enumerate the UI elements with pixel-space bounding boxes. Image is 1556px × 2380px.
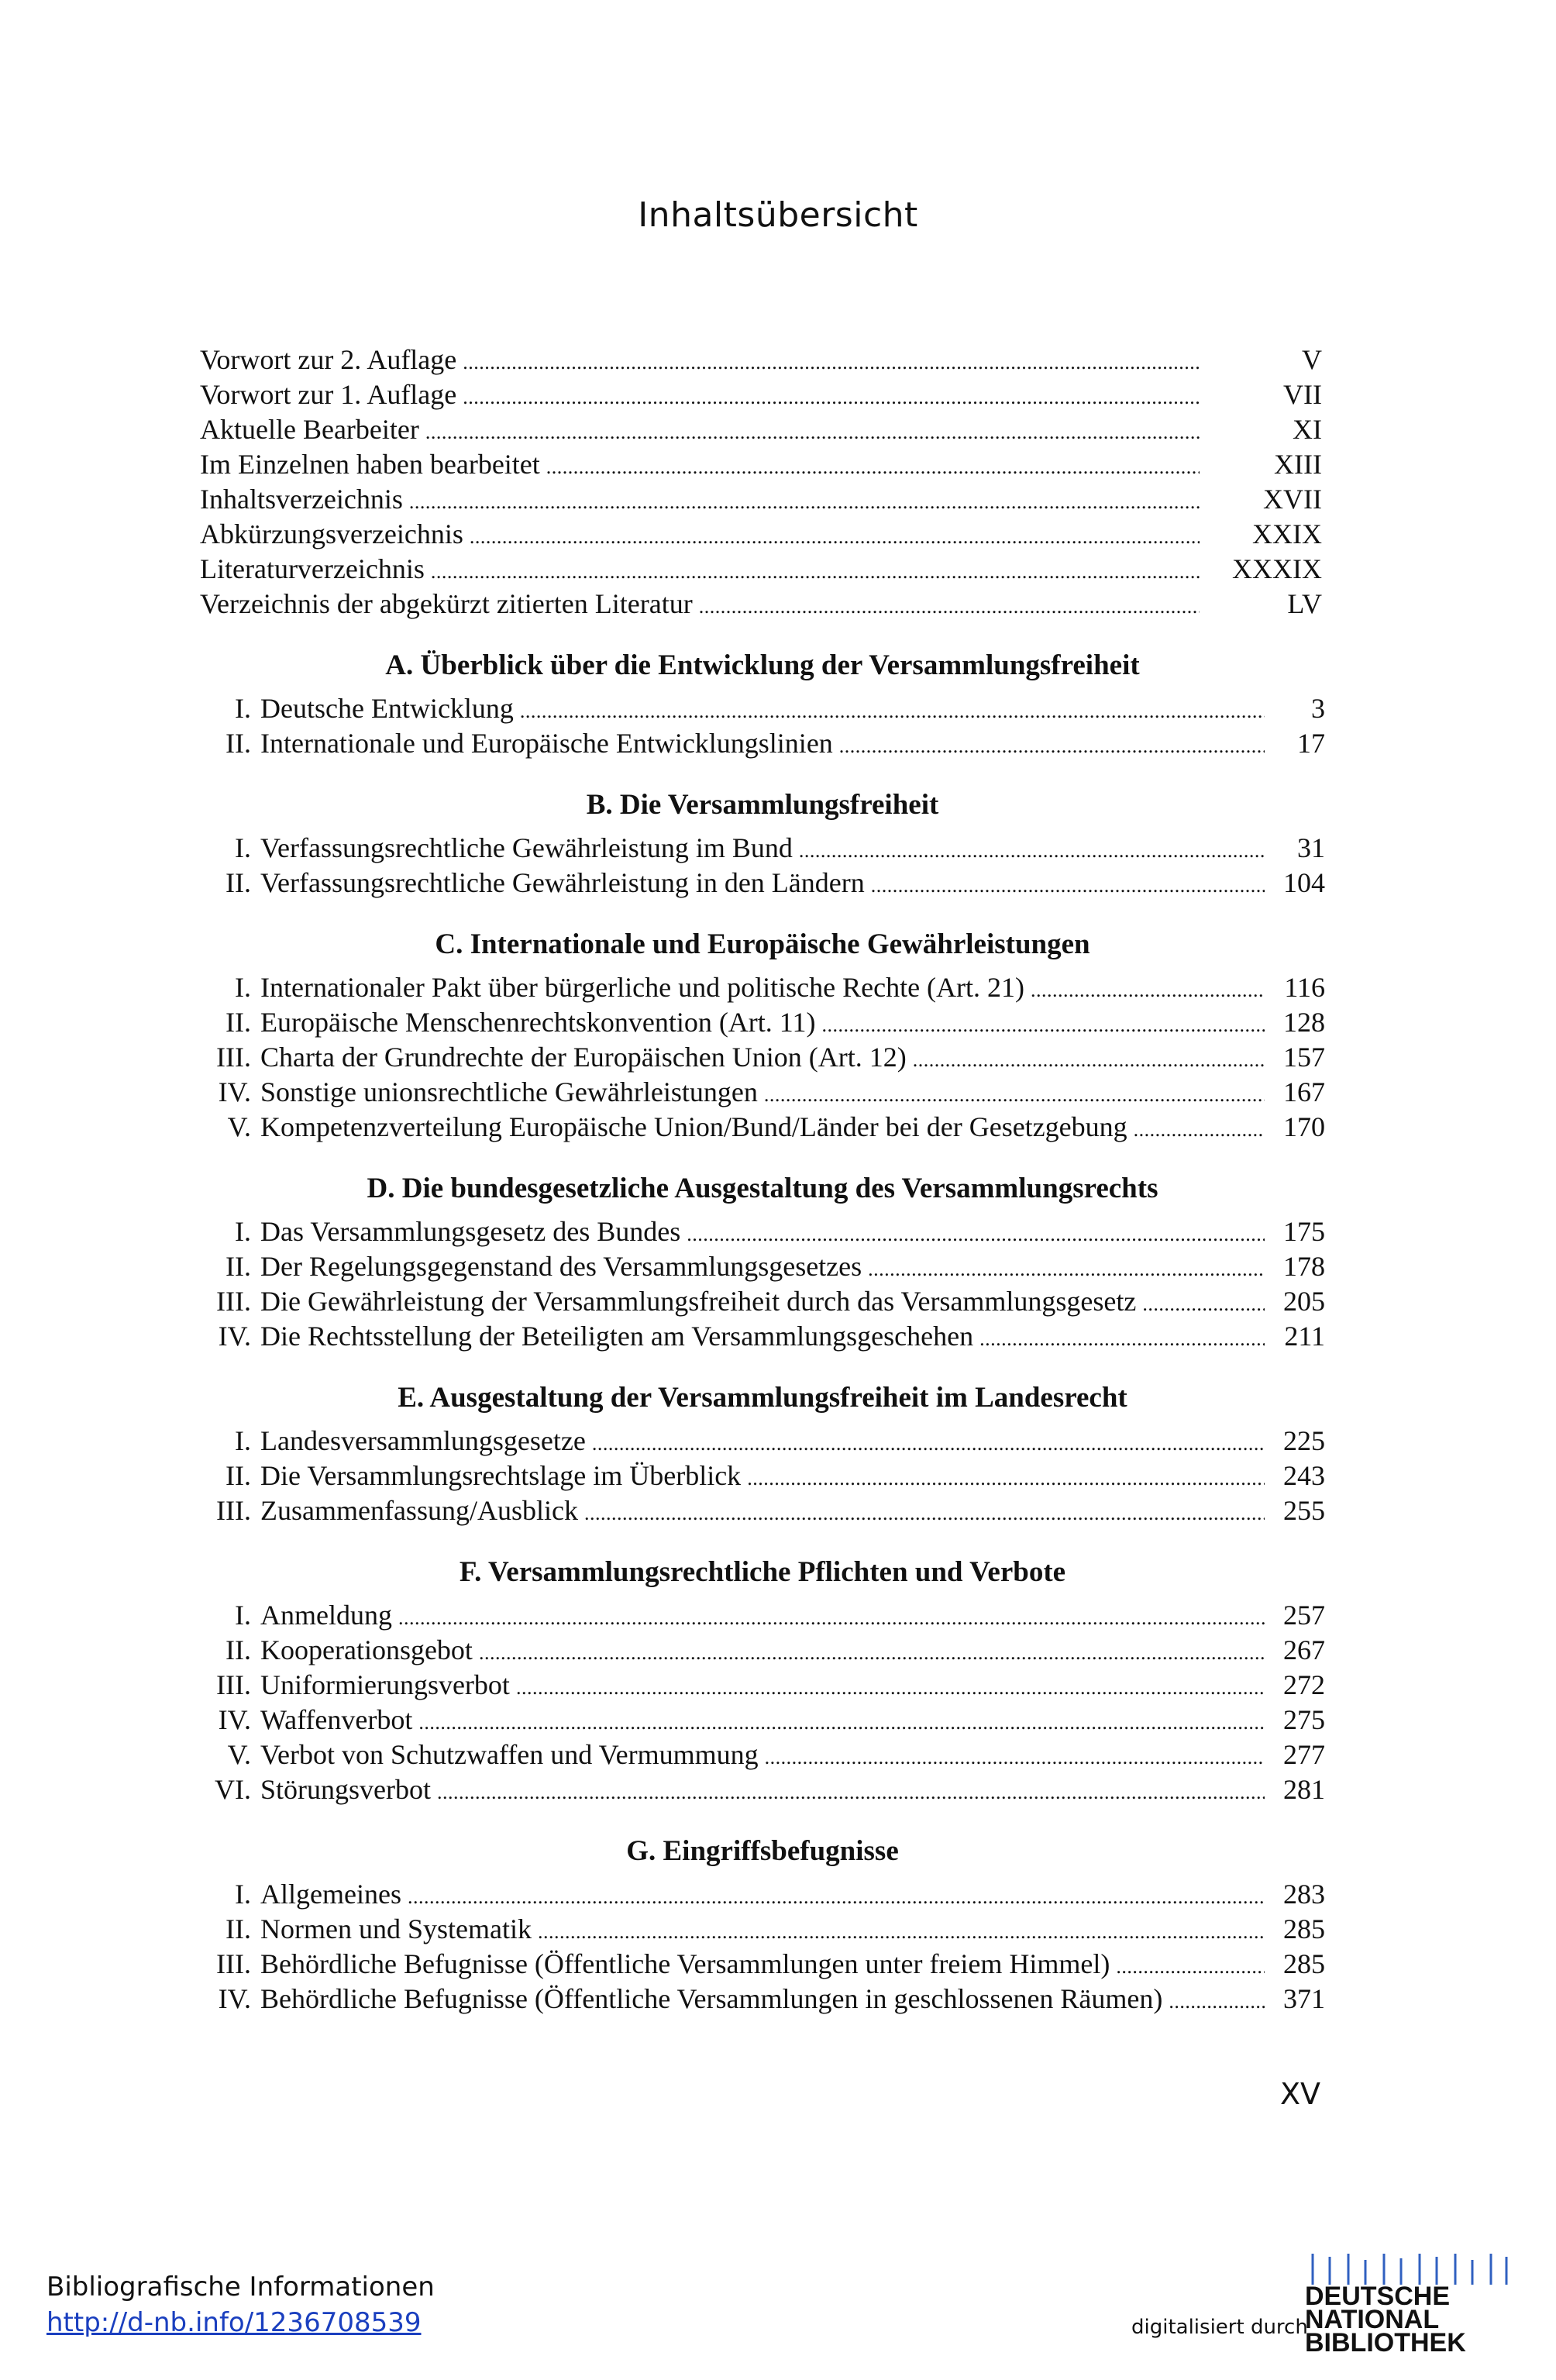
entry-page: 211 <box>1284 1321 1325 1352</box>
entry-label: Vorwort zur 1. Auflage <box>200 379 457 410</box>
dot-leader <box>463 343 1200 380</box>
entry-label: Literaturverzeichnis <box>200 553 425 584</box>
entry-label-wrap <box>200 587 1200 624</box>
entry-label: Uniformierungsverbot <box>260 1669 510 1700</box>
entry-label: Verfassungsrechtliche Gewährleistung im Bund <box>260 832 793 863</box>
dot-leader <box>408 1877 1265 1914</box>
entry-number: I. <box>235 832 251 863</box>
entry-number: III. <box>216 1495 251 1526</box>
toc-sections <box>200 648 1325 2017</box>
entry-label-wrap <box>200 343 1200 380</box>
toc-entry[interactable] <box>200 1598 1325 1633</box>
dnb-logo <box>1303 2254 1513 2354</box>
entry-label: Das Versammlungsgesetz des Bundes <box>260 1216 681 1247</box>
entry-number: I. <box>235 693 251 724</box>
entry-page: 281 <box>1283 1774 1325 1805</box>
entry-label: Kompetenzverteilung Europäische Union/Bund/Länder bei der Gesetzgebung <box>260 1111 1127 1142</box>
toc-entry[interactable] <box>200 412 1325 447</box>
dot-leader <box>437 1772 1265 1810</box>
toc-entry[interactable] <box>200 1214 1325 1249</box>
entry-page: 3 <box>1311 693 1325 724</box>
toc-section <box>200 1834 1325 2017</box>
dot-leader <box>479 1633 1265 1670</box>
dot-leader <box>398 1598 1265 1635</box>
entry-page: VII <box>1283 379 1322 410</box>
dot-leader <box>470 517 1200 554</box>
dnb-link[interactable]: http://d-nb.info/1236708539 <box>46 2307 422 2338</box>
toc-entry[interactable] <box>200 1110 1325 1145</box>
toc-entry[interactable] <box>200 1703 1325 1738</box>
entry-number: IV. <box>218 1321 251 1352</box>
toc-section <box>200 648 1325 761</box>
toc-entry[interactable] <box>200 377 1325 412</box>
entry-label-wrap <box>200 552 1200 589</box>
dot-leader <box>431 552 1200 589</box>
dot-leader <box>868 1249 1265 1286</box>
entry-page: LV <box>1287 588 1322 619</box>
section-title: D. Die bundesgesetzliche Ausgestaltung des Versammlungsrechts <box>367 1173 1158 1204</box>
entry-page: 104 <box>1283 867 1325 898</box>
entry-page: 17 <box>1297 728 1325 759</box>
entry-label: Kooperationsgebot <box>260 1634 473 1665</box>
entry-page: 175 <box>1283 1216 1325 1247</box>
entry-label: Verfassungsrechtliche Gewährleistung in den Ländern <box>260 867 865 898</box>
dot-leader <box>516 1668 1265 1705</box>
entry-page: 275 <box>1283 1704 1325 1735</box>
entry-page: 257 <box>1283 1600 1325 1631</box>
toc-entry[interactable] <box>200 1493 1325 1528</box>
entry-label: Allgemeines <box>260 1879 401 1910</box>
entry-label: Der Regelungsgegenstand des Versammlungsgesetzes <box>260 1251 862 1282</box>
toc-entry[interactable] <box>200 1912 1325 1947</box>
entry-page: 157 <box>1283 1042 1325 1073</box>
toc-section <box>200 927 1325 1145</box>
entry-label: Internationale und Europäische Entwicklungslinien <box>260 728 833 759</box>
toc-entry[interactable] <box>200 343 1325 377</box>
entry-page: 267 <box>1283 1634 1325 1665</box>
entry-page: XXIX <box>1252 518 1322 549</box>
toc-entry[interactable] <box>200 1738 1325 1772</box>
dot-leader <box>687 1214 1265 1252</box>
toc-entry[interactable] <box>200 1319 1325 1354</box>
page-number: XV <box>1280 2077 1321 2111</box>
dot-leader <box>546 447 1200 484</box>
entry-label: Zusammenfassung/Ausblick <box>260 1495 578 1526</box>
entry-label: Landesversammlungsgesetze <box>260 1425 586 1456</box>
entry-number: IV. <box>218 1076 251 1107</box>
toc-entry[interactable] <box>200 1772 1325 1807</box>
section-title: G. Eingriffsbefugnisse <box>626 1835 899 1867</box>
toc-entry[interactable] <box>200 1284 1325 1319</box>
entry-page: 178 <box>1283 1251 1325 1282</box>
entry-label: Waffenverbot <box>260 1704 413 1735</box>
entry-label-wrap <box>200 377 1200 415</box>
entry-number: II. <box>225 1007 251 1038</box>
entry-label: Deutsche Entwicklung <box>260 693 514 724</box>
dot-leader <box>1031 970 1265 1007</box>
dot-leader <box>425 412 1200 449</box>
entry-page: XVII <box>1263 484 1322 515</box>
entry-number: II. <box>225 1251 251 1282</box>
entry-page: 205 <box>1283 1286 1325 1317</box>
section-title: A. Überblick über die Entwicklung der Versammlungsfreiheit <box>385 649 1140 681</box>
toc-entry[interactable] <box>200 1982 1325 2017</box>
toc-entry[interactable] <box>200 1424 1325 1459</box>
dot-leader <box>747 1459 1265 1496</box>
entry-label: Im Einzelnen haben bearbeitet <box>200 449 540 480</box>
section-title: E. Ausgestaltung der Versammlungsfreiheit im Landesrecht <box>398 1382 1127 1414</box>
entry-number: I. <box>235 1600 251 1631</box>
entry-number: II. <box>225 728 251 759</box>
page-heading: Inhaltsübersicht <box>638 195 918 235</box>
entry-label: Die Rechtsstellung der Beteiligten am Versammlungsgeschehen <box>260 1321 974 1352</box>
entry-number: I. <box>235 972 251 1003</box>
dot-leader <box>520 691 1265 728</box>
entry-page: 283 <box>1283 1879 1325 1910</box>
entry-page: 285 <box>1283 1948 1325 1979</box>
toc-entry[interactable] <box>200 970 1325 1005</box>
dot-leader <box>463 377 1200 415</box>
dot-leader <box>409 482 1200 519</box>
entry-page: 225 <box>1283 1425 1325 1456</box>
entry-number: III. <box>216 1286 251 1317</box>
toc-entry[interactable] <box>200 1075 1325 1110</box>
dot-leader <box>765 1738 1265 1775</box>
entry-number: III. <box>216 1948 251 1979</box>
entry-number: I. <box>235 1879 251 1910</box>
entry-label: Aktuelle Bearbeiter <box>200 414 419 445</box>
entry-page: 128 <box>1283 1007 1325 1038</box>
entry-number: V. <box>227 1111 251 1142</box>
entry-page: 116 <box>1284 972 1325 1003</box>
bibliographic-info-title: Bibliografische Informationen <box>46 2272 435 2303</box>
dot-leader <box>799 831 1265 868</box>
toc-entry[interactable] <box>200 517 1325 552</box>
toc-entry[interactable] <box>200 1947 1325 1982</box>
dot-leader <box>1134 1110 1265 1147</box>
entry-label: Normen und Systematik <box>260 1913 532 1944</box>
entry-label: Behördliche Befugnisse (Öffentliche Versammlungen in geschlossenen Räumen) <box>260 1983 1163 2014</box>
toc-section <box>200 1380 1325 1528</box>
entry-label: Internationaler Pakt über bürgerliche und politische Rechte (Art. 21) <box>260 972 1025 1003</box>
dot-leader <box>764 1075 1265 1112</box>
digitized-by-label: digitalisiert durch <box>1131 2316 1308 2339</box>
entry-label-wrap <box>200 517 1200 554</box>
toc-entry[interactable] <box>200 1249 1325 1284</box>
entry-page: 255 <box>1283 1495 1325 1526</box>
entry-label: Störungsverbot <box>260 1774 431 1805</box>
toc-entry[interactable] <box>200 691 1325 726</box>
dot-leader <box>1142 1284 1265 1321</box>
toc-entry[interactable] <box>200 1005 1325 1040</box>
dot-leader <box>699 587 1200 624</box>
entry-number: II. <box>225 1634 251 1665</box>
entry-page: 243 <box>1283 1460 1325 1491</box>
entry-number: II. <box>225 1460 251 1491</box>
entry-page: XXXIX <box>1232 553 1322 584</box>
dot-leader <box>871 866 1265 903</box>
dot-leader <box>979 1319 1265 1356</box>
dnb-logo-line-2: NATIONAL <box>1305 2305 1440 2334</box>
toc-entry[interactable] <box>200 1633 1325 1668</box>
dot-leader <box>584 1493 1265 1531</box>
dnb-logo-line-3: BIBLIOTHEK <box>1305 2328 1466 2354</box>
section-title: C. Internationale und Europäische Gewährleistungen <box>435 928 1090 960</box>
entry-label: Verbot von Schutzwaffen und Vermummung <box>260 1739 759 1770</box>
toc <box>200 343 1325 2017</box>
dot-leader <box>538 1912 1265 1949</box>
entry-label-wrap <box>200 447 1200 484</box>
entry-label: Sonstige unionsrechtliche Gewährleistungen <box>260 1076 758 1107</box>
entry-page: 272 <box>1283 1669 1325 1700</box>
toc-section <box>200 1171 1325 1354</box>
toc-entry[interactable] <box>200 866 1325 901</box>
entry-page: 371 <box>1283 1983 1325 2014</box>
dot-leader <box>821 1005 1265 1042</box>
entry-label: Behördliche Befugnisse (Öffentliche Versammlungen unter freiem Himmel) <box>260 1948 1110 1979</box>
dot-leader <box>1116 1947 1265 1984</box>
entry-number: II. <box>225 867 251 898</box>
entry-page: 167 <box>1283 1076 1325 1107</box>
section-title: B. Die Versammlungsfreiheit <box>586 789 939 821</box>
entry-page: 31 <box>1297 832 1325 863</box>
entry-label-wrap <box>200 412 1200 449</box>
entry-number: IV. <box>218 1704 251 1735</box>
entry-number: I. <box>235 1216 251 1247</box>
entry-page: XIII <box>1274 449 1322 480</box>
toc-section <box>200 787 1325 901</box>
toc-entry[interactable] <box>200 587 1325 622</box>
entry-page: V <box>1302 344 1322 375</box>
entry-number: III. <box>216 1669 251 1700</box>
entry-label: Die Gewährleistung der Versammlungsfreiheit durch das Versammlungsgesetz <box>260 1286 1137 1317</box>
toc-entry[interactable] <box>200 1877 1325 1912</box>
entry-label: Anmeldung <box>260 1600 392 1631</box>
toc-entry[interactable] <box>200 447 1325 482</box>
toc-entry[interactable] <box>200 552 1325 587</box>
front-matter-list <box>200 343 1325 622</box>
dot-leader <box>1169 1982 1265 2019</box>
dot-leader <box>418 1703 1265 1740</box>
entry-number: IV. <box>218 1983 251 2014</box>
entry-label: Europäische Menschenrechtskonvention (Art. 11) <box>260 1007 816 1038</box>
entry-label: Vorwort zur 2. Auflage <box>200 344 457 375</box>
entry-label: Inhaltsverzeichnis <box>200 484 403 515</box>
dot-leader <box>913 1040 1265 1077</box>
toc-entry[interactable] <box>200 1459 1325 1493</box>
entry-label: Charta der Grundrechte der Europäischen Union (Art. 12) <box>260 1042 907 1073</box>
dot-leader <box>839 726 1265 763</box>
entry-number: V. <box>227 1739 251 1770</box>
toc-entry[interactable] <box>200 1668 1325 1703</box>
entry-page: 170 <box>1283 1111 1325 1142</box>
toc-entry[interactable] <box>200 1040 1325 1075</box>
entry-number: VI. <box>215 1774 251 1805</box>
entry-page: 285 <box>1283 1913 1325 1944</box>
dnb-logo-line-1: DEUTSCHE <box>1305 2282 1451 2311</box>
entry-label: Verzeichnis der abgekürzt zitierten Literatur <box>200 588 693 619</box>
entry-number: III. <box>216 1042 251 1073</box>
entry-label: Abkürzungsverzeichnis <box>200 518 463 549</box>
toc-entry[interactable] <box>200 726 1325 761</box>
bibliographic-info <box>46 2269 435 2340</box>
toc-entry[interactable] <box>200 831 1325 866</box>
section-title: F. Versammlungsrechtliche Pflichten und Verbote <box>459 1556 1066 1588</box>
entry-label: Die Versammlungsrechtslage im Überblick <box>260 1460 742 1491</box>
toc-entry[interactable] <box>200 482 1325 517</box>
entry-number: II. <box>225 1913 251 1944</box>
entry-number: I. <box>235 1425 251 1456</box>
entry-page: XI <box>1293 414 1322 445</box>
dot-leader <box>592 1424 1265 1461</box>
entry-label-wrap <box>200 482 1200 519</box>
toc-section <box>200 1555 1325 1807</box>
entry-page: 277 <box>1283 1739 1325 1770</box>
